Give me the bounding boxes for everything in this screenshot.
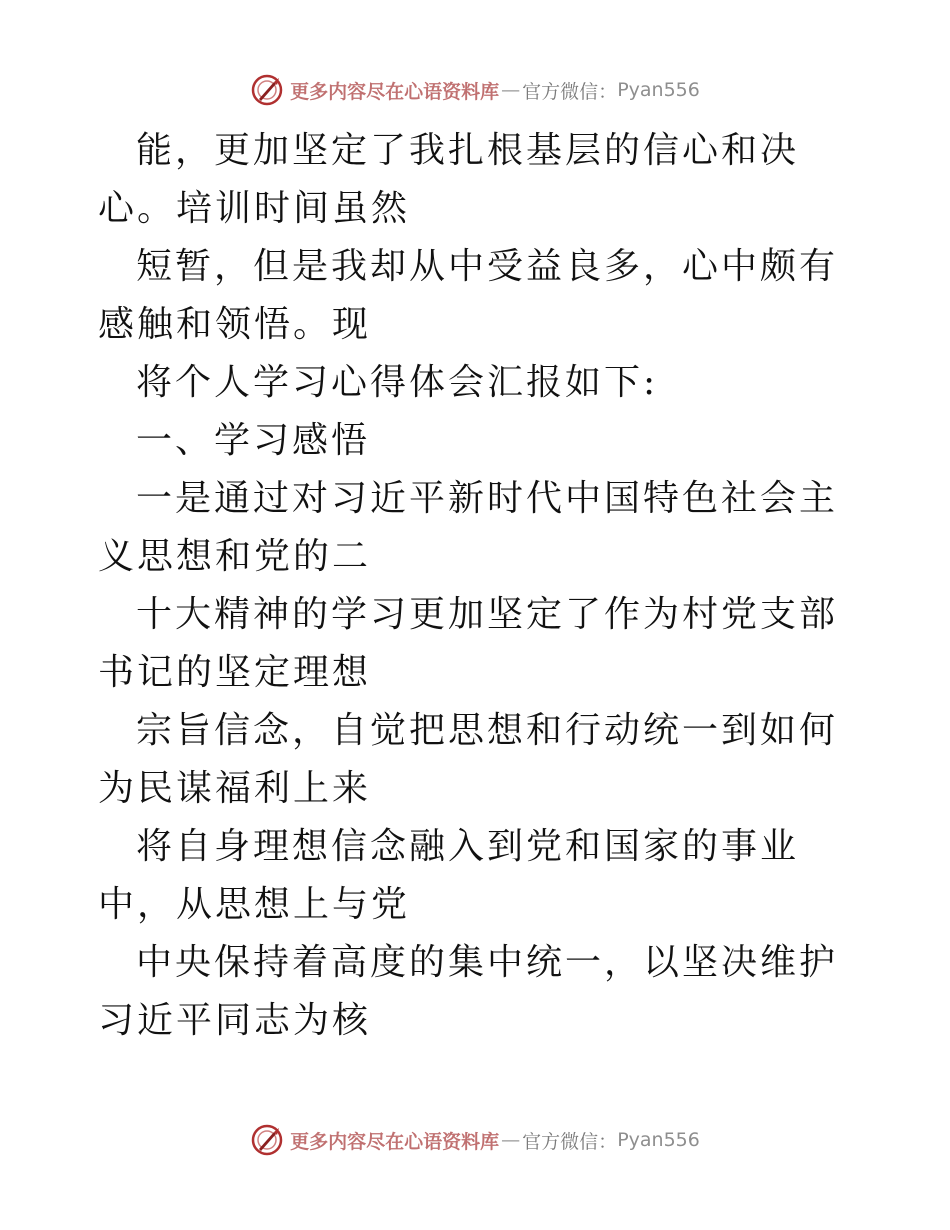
paragraph: 短暂，但是我却从中受益良多，心中颇有感触和领悟。现 — [98, 246, 839, 345]
header-brand-text: 更多内容尽在心语资料库 — [290, 80, 500, 103]
footer-brand-text: 更多内容尽在心语资料库 — [290, 1130, 500, 1153]
paragraph: 将个人学习心得体会汇报如下: — [136, 362, 659, 403]
header-dash: — — [501, 79, 521, 101]
paragraph: 能，更加坚定了我扎根基层的信心和决心。培训时间虽然 — [98, 130, 800, 229]
document-body — [98, 122, 858, 1050]
paragraph: 中央保持着高度的集中统一，以坚决维护习近平同志为核 — [98, 942, 839, 1041]
paragraph: 将自身理想信念融入到党和国家的事业中，从思想上与党 — [98, 826, 800, 925]
paragraph: 一是通过对习近平新时代中国特色社会主义思想和党的二 — [98, 478, 839, 577]
section-heading: 一、学习感悟 — [136, 420, 371, 461]
paragraph: 宗旨信念，自觉把思想和行动统一到如何为民谋福利上来 — [98, 710, 839, 809]
footer-banner — [0, 1120, 950, 1160]
paragraph: 十大精神的学习更加坚定了作为村党支部书记的坚定理想 — [98, 594, 839, 693]
footer-contact-id: Pyan556 — [617, 1129, 700, 1151]
header-contact-label: 官方微信： — [522, 80, 618, 103]
footer-contact-label: 官方微信： — [522, 1130, 618, 1153]
quill-pen-circle-icon — [250, 1123, 284, 1157]
quill-pen-circle-icon — [250, 73, 284, 107]
footer-dash: — — [501, 1129, 521, 1151]
header-contact-id: Pyan556 — [617, 79, 700, 101]
header-banner — [0, 70, 950, 110]
